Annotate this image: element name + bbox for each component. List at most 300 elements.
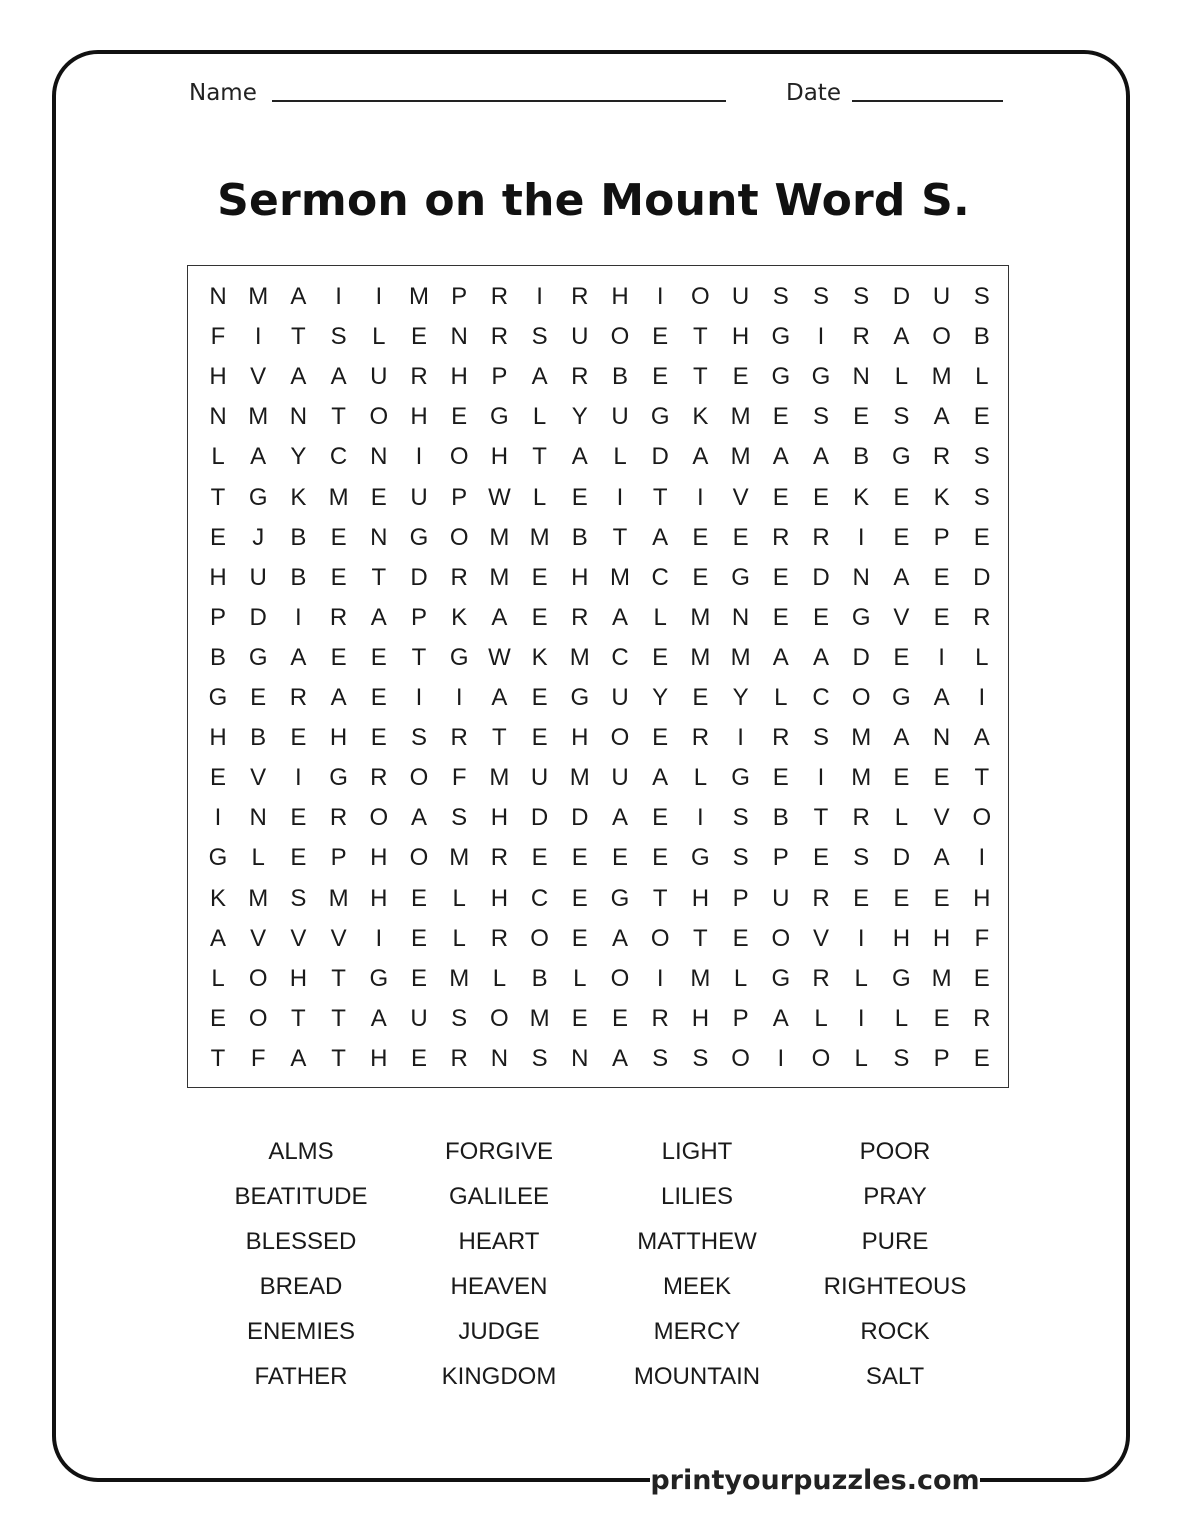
- grid-cell[interactable]: C: [611, 643, 629, 671]
- grid-cell[interactable]: U: [611, 684, 629, 711]
- grid-cell[interactable]: D: [651, 443, 669, 471]
- grid-cell[interactable]: A: [893, 563, 910, 591]
- grid-cell[interactable]: L: [211, 443, 225, 471]
- grid-cell[interactable]: E: [531, 563, 548, 591]
- grid-cell[interactable]: M: [489, 523, 510, 551]
- grid-cell[interactable]: H: [892, 924, 911, 952]
- grid-cell[interactable]: T: [210, 483, 226, 511]
- grid-cell[interactable]: B: [973, 323, 990, 351]
- grid-cell[interactable]: A: [491, 603, 508, 631]
- grid-cell[interactable]: E: [531, 684, 548, 711]
- grid-cell[interactable]: S: [290, 884, 307, 912]
- grid-cell[interactable]: O: [811, 1044, 831, 1072]
- grid-cell[interactable]: E: [853, 403, 870, 431]
- grid-cell[interactable]: E: [692, 684, 709, 711]
- grid-cell[interactable]: H: [973, 884, 991, 912]
- grid-cell[interactable]: I: [777, 1044, 785, 1072]
- grid-cell[interactable]: K: [290, 483, 307, 511]
- grid-cell[interactable]: G: [851, 603, 871, 631]
- grid-cell[interactable]: A: [290, 1044, 307, 1072]
- grid-cell[interactable]: M: [489, 563, 510, 591]
- grid-cell[interactable]: G: [208, 684, 228, 711]
- grid-cell[interactable]: A: [330, 684, 347, 711]
- grid-cell[interactable]: T: [813, 804, 829, 832]
- grid-cell[interactable]: E: [853, 884, 870, 912]
- grid-cell[interactable]: I: [375, 924, 383, 952]
- grid-cell[interactable]: E: [370, 724, 387, 752]
- grid-cell[interactable]: R: [852, 323, 870, 351]
- grid-cell[interactable]: H: [571, 563, 589, 591]
- grid-cell[interactable]: T: [974, 764, 990, 792]
- grid-cell[interactable]: M: [569, 764, 590, 792]
- grid-cell[interactable]: N: [370, 443, 388, 471]
- grid-cell[interactable]: M: [248, 884, 269, 912]
- grid-cell[interactable]: E: [973, 403, 990, 431]
- grid-cell[interactable]: L: [251, 844, 265, 872]
- grid-cell[interactable]: P: [772, 844, 789, 872]
- grid-cell[interactable]: I: [938, 643, 945, 671]
- grid-cell[interactable]: S: [732, 804, 749, 832]
- grid-cell[interactable]: V: [290, 924, 307, 952]
- grid-cell[interactable]: P: [209, 603, 226, 631]
- grid-cell[interactable]: E: [652, 643, 669, 671]
- grid-cell[interactable]: H: [370, 1044, 388, 1072]
- grid-cell[interactable]: W: [488, 643, 511, 671]
- grid-cell[interactable]: O: [490, 1004, 509, 1032]
- grid-cell[interactable]: R: [450, 724, 468, 752]
- grid-cell[interactable]: A: [652, 764, 669, 792]
- grid-cell[interactable]: E: [571, 884, 588, 912]
- grid-cell[interactable]: I: [415, 684, 423, 711]
- grid-cell[interactable]: L: [894, 363, 909, 391]
- grid-cell[interactable]: U: [370, 363, 388, 391]
- grid-cell[interactable]: G: [248, 483, 268, 511]
- grid-cell[interactable]: L: [693, 764, 708, 792]
- grid-cell[interactable]: U: [249, 563, 267, 591]
- grid-cell[interactable]: D: [852, 643, 870, 671]
- grid-cell[interactable]: E: [933, 603, 950, 631]
- grid-cell[interactable]: B: [853, 443, 870, 471]
- grid-cell[interactable]: R: [410, 363, 428, 391]
- grid-cell[interactable]: H: [490, 804, 509, 832]
- grid-cell[interactable]: A: [250, 443, 267, 471]
- grid-cell[interactable]: E: [973, 964, 990, 992]
- grid-cell[interactable]: L: [372, 323, 386, 351]
- grid-cell[interactable]: G: [691, 844, 710, 872]
- grid-cell[interactable]: I: [737, 724, 744, 752]
- grid-cell[interactable]: R: [812, 964, 830, 992]
- grid-cell[interactable]: A: [290, 283, 307, 310]
- grid-cell[interactable]: E: [410, 924, 427, 952]
- grid-cell[interactable]: E: [652, 724, 669, 752]
- grid-cell[interactable]: I: [375, 283, 383, 310]
- grid-cell[interactable]: I: [857, 1004, 865, 1032]
- grid-cell[interactable]: G: [329, 764, 348, 792]
- grid-cell[interactable]: A: [652, 523, 669, 551]
- grid-cell[interactable]: O: [771, 924, 791, 952]
- grid-cell[interactable]: I: [656, 283, 664, 310]
- grid-cell[interactable]: T: [693, 323, 708, 351]
- grid-cell[interactable]: E: [571, 844, 588, 872]
- grid-cell[interactable]: S: [973, 283, 990, 310]
- grid-cell[interactable]: A: [611, 924, 628, 952]
- grid-cell[interactable]: L: [532, 483, 547, 511]
- grid-cell[interactable]: B: [531, 964, 548, 992]
- grid-cell[interactable]: H: [490, 884, 509, 912]
- grid-cell[interactable]: E: [209, 1004, 226, 1032]
- grid-cell[interactable]: R: [490, 283, 509, 310]
- grid-cell[interactable]: R: [932, 443, 951, 471]
- grid-cell[interactable]: S: [893, 1044, 910, 1072]
- grid-cell[interactable]: L: [733, 964, 748, 992]
- grid-cell[interactable]: T: [693, 924, 708, 952]
- grid-cell[interactable]: G: [771, 964, 791, 992]
- grid-cell[interactable]: H: [490, 443, 509, 471]
- grid-cell[interactable]: R: [651, 1004, 669, 1032]
- grid-cell[interactable]: E: [290, 724, 307, 752]
- grid-cell[interactable]: K: [451, 603, 468, 631]
- grid-cell[interactable]: A: [933, 844, 950, 872]
- grid-cell[interactable]: G: [892, 684, 911, 711]
- grid-cell[interactable]: E: [571, 924, 588, 952]
- grid-cell[interactable]: D: [530, 804, 549, 832]
- grid-cell[interactable]: A: [209, 924, 226, 952]
- grid-cell[interactable]: S: [410, 724, 427, 752]
- grid-cell[interactable]: G: [610, 884, 630, 912]
- grid-cell[interactable]: L: [854, 964, 868, 992]
- grid-cell[interactable]: R: [571, 603, 589, 631]
- grid-cell[interactable]: T: [331, 1004, 346, 1032]
- grid-cell[interactable]: B: [250, 724, 267, 752]
- grid-cell[interactable]: A: [772, 443, 789, 471]
- grid-cell[interactable]: G: [248, 643, 268, 671]
- grid-cell[interactable]: O: [932, 323, 951, 351]
- grid-cell[interactable]: M: [449, 844, 470, 872]
- grid-cell[interactable]: V: [732, 483, 749, 511]
- grid-cell[interactable]: T: [331, 964, 346, 992]
- grid-cell[interactable]: A: [290, 643, 307, 671]
- grid-cell[interactable]: V: [893, 603, 910, 631]
- grid-cell[interactable]: P: [491, 363, 508, 391]
- grid-cell[interactable]: E: [652, 363, 669, 391]
- grid-cell[interactable]: M: [690, 643, 711, 671]
- grid-cell[interactable]: S: [973, 483, 990, 511]
- grid-cell[interactable]: N: [450, 323, 468, 351]
- grid-cell[interactable]: I: [536, 283, 543, 310]
- grid-cell[interactable]: C: [812, 684, 830, 711]
- grid-cell[interactable]: A: [611, 1044, 628, 1072]
- grid-cell[interactable]: N: [490, 1044, 509, 1072]
- grid-cell[interactable]: E: [772, 403, 789, 431]
- grid-cell[interactable]: S: [853, 283, 870, 310]
- grid-cell[interactable]: E: [893, 643, 910, 671]
- grid-cell[interactable]: J: [252, 523, 265, 551]
- grid-cell[interactable]: I: [697, 483, 704, 511]
- grid-cell[interactable]: M: [690, 603, 711, 631]
- grid-cell[interactable]: E: [330, 523, 347, 551]
- grid-cell[interactable]: U: [530, 764, 549, 792]
- grid-cell[interactable]: E: [410, 323, 427, 351]
- grid-cell[interactable]: A: [933, 403, 950, 431]
- grid-cell[interactable]: A: [772, 1004, 789, 1032]
- grid-cell[interactable]: E: [772, 764, 789, 792]
- grid-cell[interactable]: I: [214, 804, 222, 832]
- grid-cell[interactable]: N: [289, 403, 308, 431]
- grid-cell[interactable]: L: [492, 964, 507, 992]
- grid-cell[interactable]: H: [611, 283, 629, 310]
- grid-cell[interactable]: M: [489, 764, 510, 792]
- grid-cell[interactable]: T: [652, 884, 668, 912]
- grid-cell[interactable]: E: [410, 1044, 427, 1072]
- grid-cell[interactable]: D: [892, 844, 911, 872]
- grid-cell[interactable]: T: [210, 1044, 226, 1072]
- grid-cell[interactable]: U: [772, 884, 790, 912]
- grid-cell[interactable]: N: [370, 523, 388, 551]
- grid-cell[interactable]: R: [772, 724, 790, 752]
- grid-cell[interactable]: U: [731, 283, 750, 310]
- grid-cell[interactable]: S: [772, 283, 789, 310]
- grid-cell[interactable]: E: [330, 643, 347, 671]
- grid-cell[interactable]: G: [892, 964, 911, 992]
- grid-cell[interactable]: O: [449, 443, 469, 471]
- grid-cell[interactable]: H: [370, 844, 388, 872]
- grid-cell[interactable]: I: [254, 323, 262, 351]
- grid-cell[interactable]: R: [973, 603, 991, 631]
- grid-cell[interactable]: T: [693, 363, 708, 391]
- grid-cell[interactable]: A: [973, 724, 990, 752]
- grid-cell[interactable]: E: [772, 563, 789, 591]
- grid-cell[interactable]: L: [975, 363, 989, 391]
- grid-cell[interactable]: L: [894, 804, 909, 832]
- grid-cell[interactable]: P: [330, 844, 347, 872]
- grid-cell[interactable]: G: [811, 363, 831, 391]
- grid-cell[interactable]: M: [851, 764, 872, 792]
- grid-cell[interactable]: H: [571, 724, 589, 752]
- grid-cell[interactable]: E: [451, 403, 468, 431]
- grid-cell[interactable]: R: [812, 523, 830, 551]
- grid-cell[interactable]: E: [812, 844, 829, 872]
- grid-cell[interactable]: Y: [732, 684, 749, 711]
- grid-cell[interactable]: M: [730, 443, 751, 471]
- grid-cell[interactable]: I: [656, 964, 664, 992]
- grid-cell[interactable]: O: [409, 844, 429, 872]
- grid-cell[interactable]: P: [933, 1044, 950, 1072]
- grid-cell[interactable]: B: [772, 804, 789, 832]
- grid-cell[interactable]: H: [450, 363, 468, 391]
- grid-cell[interactable]: E: [652, 804, 669, 832]
- grid-cell[interactable]: B: [571, 523, 588, 551]
- grid-cell[interactable]: E: [893, 884, 910, 912]
- grid-cell[interactable]: B: [290, 563, 307, 591]
- grid-cell[interactable]: E: [290, 804, 307, 832]
- grid-cell[interactable]: S: [732, 844, 749, 872]
- grid-cell[interactable]: A: [611, 603, 628, 631]
- grid-cell[interactable]: C: [651, 563, 669, 591]
- grid-cell[interactable]: B: [611, 363, 628, 391]
- grid-cell[interactable]: R: [450, 1044, 468, 1072]
- grid-cell[interactable]: O: [691, 283, 710, 310]
- grid-cell[interactable]: L: [452, 924, 466, 952]
- grid-cell[interactable]: P: [451, 483, 468, 511]
- grid-cell[interactable]: G: [731, 563, 750, 591]
- grid-cell[interactable]: D: [249, 603, 267, 631]
- grid-cell[interactable]: M: [690, 964, 711, 992]
- grid-cell[interactable]: E: [250, 684, 267, 711]
- grid-cell[interactable]: A: [491, 684, 508, 711]
- grid-cell[interactable]: A: [812, 643, 829, 671]
- grid-cell[interactable]: D: [571, 804, 589, 832]
- grid-cell[interactable]: L: [774, 684, 788, 711]
- grid-cell[interactable]: M: [328, 483, 349, 511]
- name-field-line[interactable]: [272, 100, 726, 102]
- grid-cell[interactable]: H: [731, 323, 750, 351]
- grid-cell[interactable]: E: [933, 563, 950, 591]
- grid-cell[interactable]: K: [531, 643, 548, 671]
- grid-cell[interactable]: O: [731, 1044, 750, 1072]
- grid-cell[interactable]: G: [409, 523, 429, 551]
- grid-cell[interactable]: E: [370, 643, 387, 671]
- grid-cell[interactable]: A: [571, 443, 588, 471]
- grid-cell[interactable]: T: [612, 523, 628, 551]
- grid-cell[interactable]: L: [532, 403, 547, 431]
- grid-cell[interactable]: I: [817, 764, 825, 792]
- grid-cell[interactable]: G: [208, 844, 228, 872]
- grid-cell[interactable]: R: [852, 804, 870, 832]
- grid-cell[interactable]: K: [853, 483, 870, 511]
- grid-cell[interactable]: E: [652, 844, 669, 872]
- grid-cell[interactable]: E: [973, 1044, 990, 1072]
- grid-cell[interactable]: K: [209, 884, 226, 912]
- grid-cell[interactable]: E: [772, 603, 789, 631]
- grid-cell[interactable]: V: [250, 764, 267, 792]
- grid-cell[interactable]: I: [817, 323, 825, 351]
- grid-cell[interactable]: E: [812, 483, 829, 511]
- grid-cell[interactable]: N: [932, 724, 951, 752]
- grid-cell[interactable]: U: [410, 1004, 428, 1032]
- grid-cell[interactable]: E: [370, 684, 387, 711]
- grid-cell[interactable]: O: [610, 323, 630, 351]
- grid-cell[interactable]: L: [975, 643, 989, 671]
- grid-cell[interactable]: U: [571, 323, 589, 351]
- grid-cell[interactable]: R: [289, 684, 308, 711]
- grid-cell[interactable]: S: [692, 1044, 709, 1072]
- grid-cell[interactable]: S: [652, 1044, 669, 1072]
- grid-cell[interactable]: E: [893, 523, 910, 551]
- grid-cell[interactable]: O: [610, 964, 630, 992]
- grid-cell[interactable]: E: [652, 323, 669, 351]
- grid-cell[interactable]: V: [933, 804, 950, 832]
- grid-cell[interactable]: V: [330, 924, 347, 952]
- grid-cell[interactable]: E: [732, 363, 749, 391]
- grid-cell[interactable]: P: [732, 1004, 749, 1032]
- grid-cell[interactable]: S: [853, 844, 870, 872]
- grid-cell[interactable]: P: [410, 603, 427, 631]
- grid-cell[interactable]: I: [978, 684, 986, 711]
- grid-cell[interactable]: A: [410, 804, 427, 832]
- grid-cell[interactable]: E: [330, 563, 347, 591]
- grid-cell[interactable]: C: [530, 884, 549, 912]
- grid-cell[interactable]: E: [410, 884, 427, 912]
- grid-cell[interactable]: E: [410, 964, 427, 992]
- grid-cell[interactable]: M: [931, 964, 952, 992]
- grid-cell[interactable]: F: [250, 1044, 266, 1072]
- grid-cell[interactable]: S: [451, 1004, 468, 1032]
- grid-cell[interactable]: O: [248, 1004, 268, 1032]
- grid-cell[interactable]: P: [933, 523, 950, 551]
- grid-cell[interactable]: R: [329, 603, 348, 631]
- grid-cell[interactable]: T: [532, 443, 547, 471]
- grid-cell[interactable]: T: [411, 643, 427, 671]
- grid-cell[interactable]: B: [290, 523, 307, 551]
- grid-cell[interactable]: L: [653, 603, 667, 631]
- date-field-line[interactable]: [852, 100, 1003, 102]
- grid-cell[interactable]: L: [894, 1004, 909, 1032]
- grid-cell[interactable]: E: [209, 523, 226, 551]
- grid-cell[interactable]: L: [854, 1044, 868, 1072]
- grid-cell[interactable]: I: [415, 443, 423, 471]
- grid-cell[interactable]: Y: [571, 403, 588, 431]
- grid-cell[interactable]: R: [973, 1004, 991, 1032]
- grid-cell[interactable]: U: [932, 283, 951, 310]
- grid-cell[interactable]: D: [812, 563, 830, 591]
- grid-cell[interactable]: A: [611, 804, 628, 832]
- grid-cell[interactable]: O: [248, 964, 268, 992]
- grid-cell[interactable]: C: [329, 443, 348, 471]
- grid-cell[interactable]: G: [449, 643, 469, 671]
- grid-cell[interactable]: E: [893, 764, 910, 792]
- grid-cell[interactable]: L: [613, 443, 627, 471]
- grid-cell[interactable]: L: [573, 964, 587, 992]
- grid-cell[interactable]: H: [691, 1004, 710, 1032]
- grid-cell[interactable]: O: [650, 924, 670, 952]
- grid-cell[interactable]: O: [369, 804, 389, 832]
- grid-cell[interactable]: E: [692, 523, 709, 551]
- grid-cell[interactable]: A: [772, 643, 789, 671]
- grid-cell[interactable]: A: [290, 363, 307, 391]
- grid-cell[interactable]: L: [452, 884, 466, 912]
- grid-cell[interactable]: I: [455, 684, 463, 711]
- grid-cell[interactable]: R: [812, 884, 830, 912]
- grid-cell[interactable]: S: [812, 283, 829, 310]
- grid-cell[interactable]: I: [335, 283, 342, 310]
- grid-cell[interactable]: G: [771, 363, 791, 391]
- grid-cell[interactable]: T: [652, 483, 668, 511]
- grid-cell[interactable]: L: [211, 964, 225, 992]
- grid-cell[interactable]: O: [409, 764, 429, 792]
- grid-cell[interactable]: I: [978, 844, 986, 872]
- grid-cell[interactable]: P: [451, 283, 468, 310]
- grid-cell[interactable]: I: [857, 523, 865, 551]
- grid-cell[interactable]: E: [611, 844, 628, 872]
- grid-cell[interactable]: F: [210, 323, 226, 351]
- grid-cell[interactable]: S: [812, 724, 829, 752]
- grid-cell[interactable]: R: [329, 804, 348, 832]
- grid-cell[interactable]: E: [893, 483, 910, 511]
- grid-cell[interactable]: R: [370, 764, 388, 792]
- grid-cell[interactable]: R: [490, 844, 509, 872]
- grid-cell[interactable]: M: [851, 724, 872, 752]
- grid-cell[interactable]: E: [531, 724, 548, 752]
- grid-cell[interactable]: E: [571, 483, 588, 511]
- grid-cell[interactable]: G: [490, 403, 509, 431]
- grid-cell[interactable]: O: [369, 403, 389, 431]
- grid-cell[interactable]: E: [732, 924, 749, 952]
- grid-cell[interactable]: A: [893, 724, 910, 752]
- grid-cell[interactable]: M: [409, 283, 429, 310]
- grid-cell[interactable]: H: [289, 964, 308, 992]
- grid-cell[interactable]: E: [772, 483, 789, 511]
- grid-cell[interactable]: H: [410, 403, 428, 431]
